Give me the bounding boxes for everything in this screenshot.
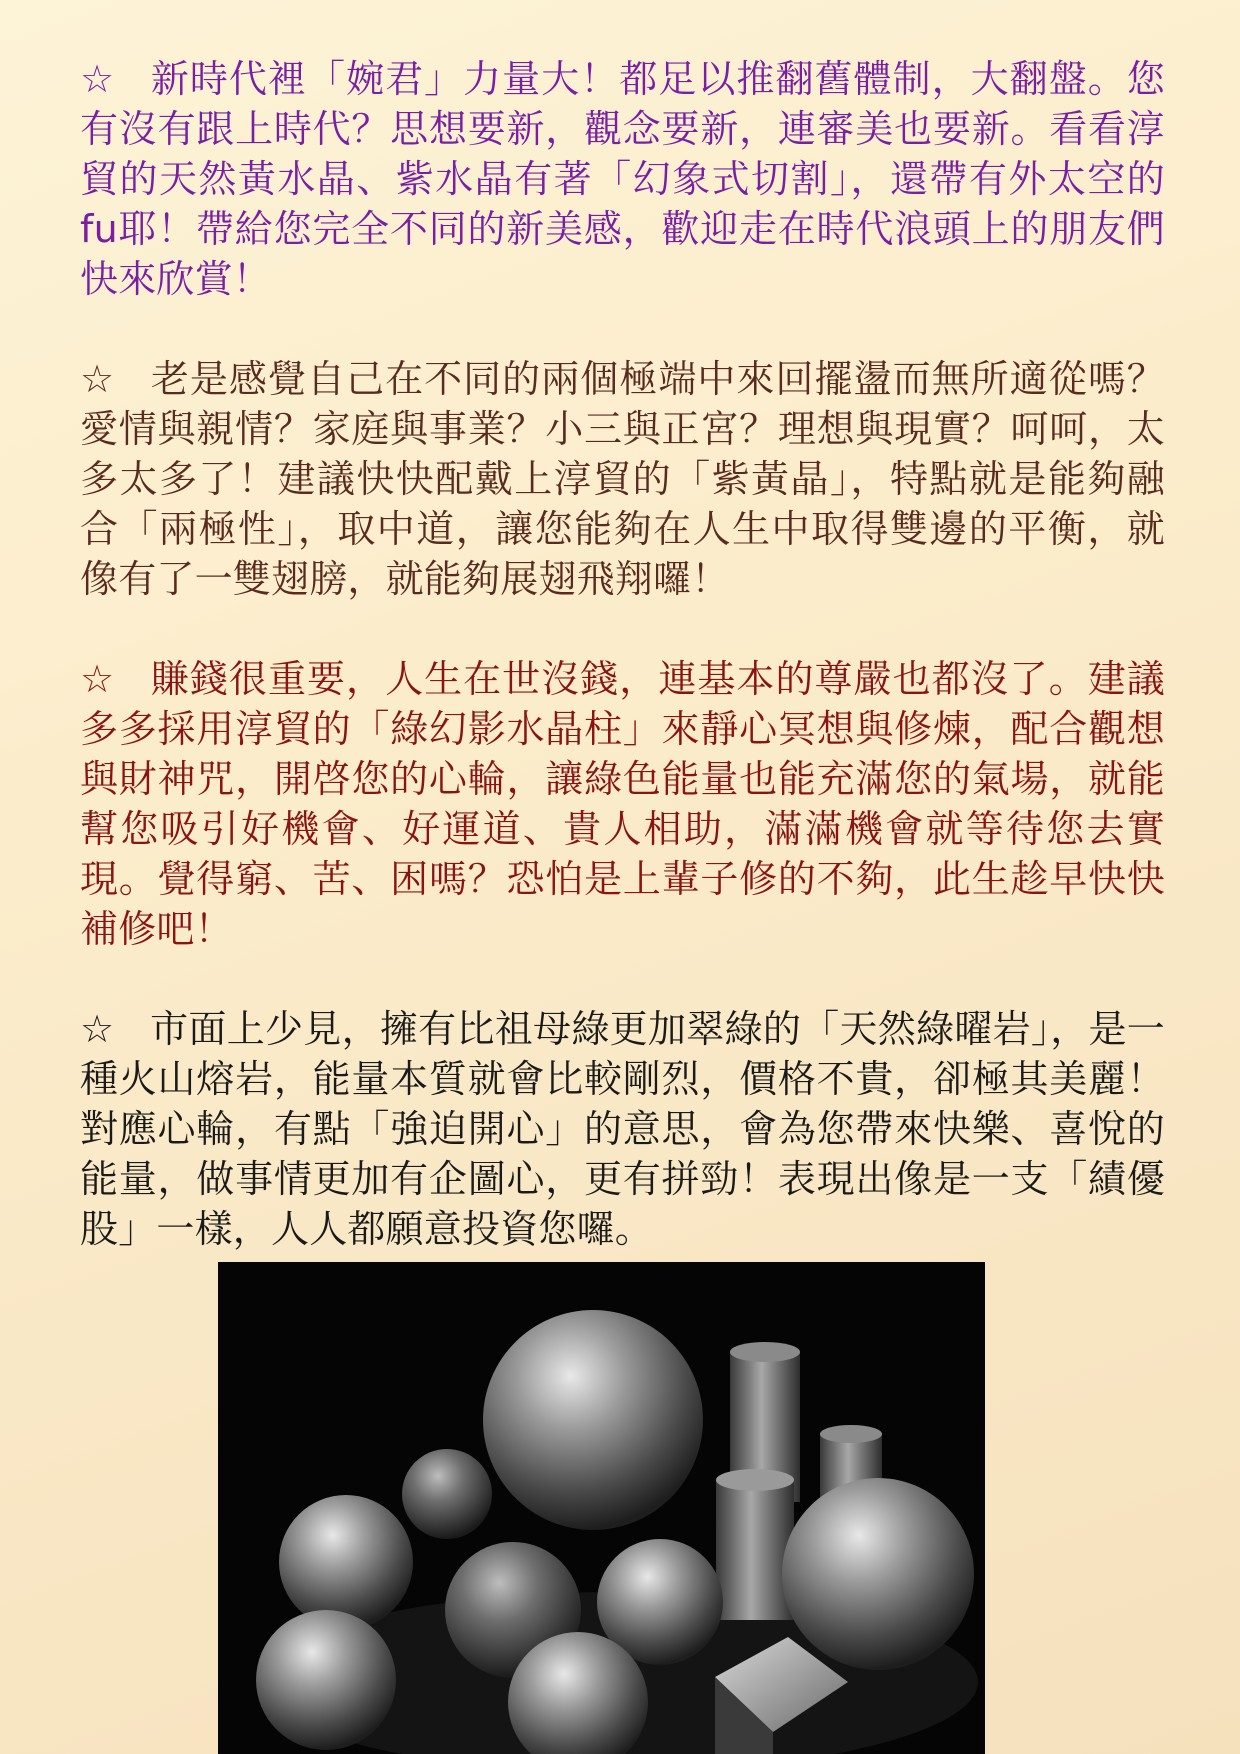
star-bullet-icon: ☆ bbox=[80, 657, 115, 701]
paragraph-4-text: 市面上少見，擁有比祖母綠更加翠綠的「天然綠曜岩」，是一種火山熔岩，能量本質就會比較剛烈，價格不貴，卻極其美麗！對應心輪，有點「強迫開心」的意思，會為您帶來快樂、喜悅的能量，做事情更加有企圖心，更有拼勁！表現出像是一支「績優股」一樣，人人都願意投資您囉。 bbox=[80, 1007, 1165, 1251]
paragraph-3-text: 賺錢很重要，人生在世沒錢，連基本的尊嚴也都沒了。建議多多採用淳貿的「綠幻影水晶柱」來靜心冥想與修煉，配合觀想與財神咒，開啓您的心輪，讓綠色能量也能充滿您的氣場，就能幫您吸引好機會、好運道、貴人相助，滿滿機會就等待您去實現。覺得窮、苦、困嗎？恐怕是上輩子修的不夠，此生趁早快快補修吧！ bbox=[80, 657, 1165, 951]
paragraph-2 bbox=[80, 354, 1165, 604]
paragraph-3 bbox=[80, 654, 1165, 954]
paragraph-4 bbox=[80, 1004, 1165, 1254]
paragraph-1-text: 新時代裡「婉君」力量大！都足以推翻舊體制，大翻盤。您有沒有跟上時代？思想要新，觀念要新，連審美也要新。看看淳貿的天然黃水晶、紫水晶有著「幻象式切割」，還帶有外太空的fu耶！帶給您完全不同的新美感，歡迎走在時代浪頭上的朋友們快來欣賞！ bbox=[80, 57, 1165, 301]
star-bullet-icon: ☆ bbox=[80, 57, 115, 101]
paragraph-1 bbox=[80, 54, 1165, 304]
star-bullet-icon: ☆ bbox=[80, 1007, 115, 1051]
star-bullet-icon: ☆ bbox=[80, 357, 115, 401]
meteorite-spheres-photo bbox=[218, 1262, 985, 1754]
meteorite-spheres-illustration bbox=[218, 1262, 985, 1754]
paragraph-2-text: 老是感覺自己在不同的兩個極端中來回擺盪而無所適從嗎？愛情與親情？家庭與事業？小三與正宮？理想與現實？呵呵，太多太多了！建議快快配戴上淳貿的「紫黃晶」，特點就是能夠融合「兩極性」，取中道，讓您能夠在人生中取得雙邊的平衡，就像有了一雙翅膀，就能夠展翅飛翔囉！ bbox=[80, 357, 1165, 601]
